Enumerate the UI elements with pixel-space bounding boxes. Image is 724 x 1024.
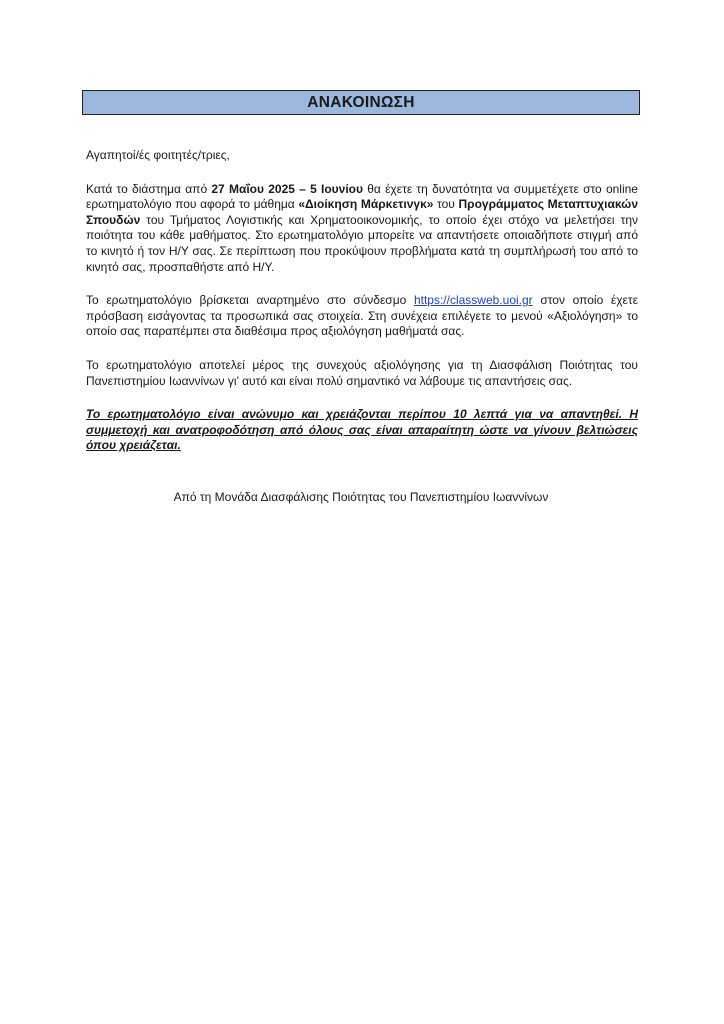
greeting: Αγαπητοί/ές φοιτητές/τριες, [86,148,230,162]
paragraph-period: Κατά το διάστημα από 27 Μαΐου 2025 – 5 Ιουνίου θα έχετε τη δυνατότητα να συμμετέχετε στο online ερωτηματολόγιο που αφορά το μάθημα «Διοίκηση Μάρκετινγκ» του Προγράμματος Μεταπτυχιακών Σπουδών του Τμήματος Λογιστικής και Χρηματοοικονομικής, το οποίο έχει στόχο να μελετήσει την ποιότητα του κάθε μαθήματος. Στο ερωτηματολόγιο μπορείτε να απαντήσετε οποιαδήποτε στιγμή από το κινητό ή τον Η/Υ σας. Σε περίπτωση που προκύψουν προβλήματα κατά τη συμπλήρωσή του από το κινητό σας, προσπαθήστε από Η/Υ. [86,181,638,274]
course-name: «Διοίκηση Μάρκετινγκ» [298,197,434,212]
announcement-body [86,148,638,454]
program-name: Προγράμματος Μεταπτυχιακών Σπουδών [86,197,638,227]
paragraph-quality: Το ερωτηματολόγιο αποτελεί μέρος της συνεχούς αξιολόγησης για τη Διασφάλιση Ποιότητας του Πανεπιστημίου Ιωαννίνων γι’ αυτό και είναι πολύ σημαντικό να λάβουμε τις απαντήσεις σας. [86,357,638,388]
survey-dates: 27 Μαΐου 2025 – 5 Ιουνίου [211,181,363,196]
paragraph-access: Το ερωτηματολόγιο βρίσκεται αναρτημένο στο σύνδεσμο https://classweb.uoi.gr στον οποίο έχετε πρόσβαση εισάγοντας τα προσωπικά σας στοιχεία. Στη συνέχεια επιλέγετε το μενού «Αξιολόγηση» το οποίο σας παραπέμπει στα διαθέσιμα προς αξιολόγηση μαθήματά σας. [86,293,638,339]
signature: Από τη Μονάδα Διασφάλισης Ποιότητας του Πανεπιστημίου Ιωαννίνων [173,490,549,504]
classweb-link[interactable]: https://classweb.uoi.gr [413,293,533,308]
anonymous-notice: Το ερωτηματολόγιο είναι ανώνυμο και χρειάζονται περίπου 10 λεπτά για να απαντηθεί. Η συμμετοχή και ανατροφοδότηση από όλους σας είναι απαραίτητη ώστε να γίνουν βελτιώσεις όπου χρειάζεται. [86,407,638,453]
announcement-title: ΑΝΑΚΟΙΝΩΣΗ [82,90,640,115]
